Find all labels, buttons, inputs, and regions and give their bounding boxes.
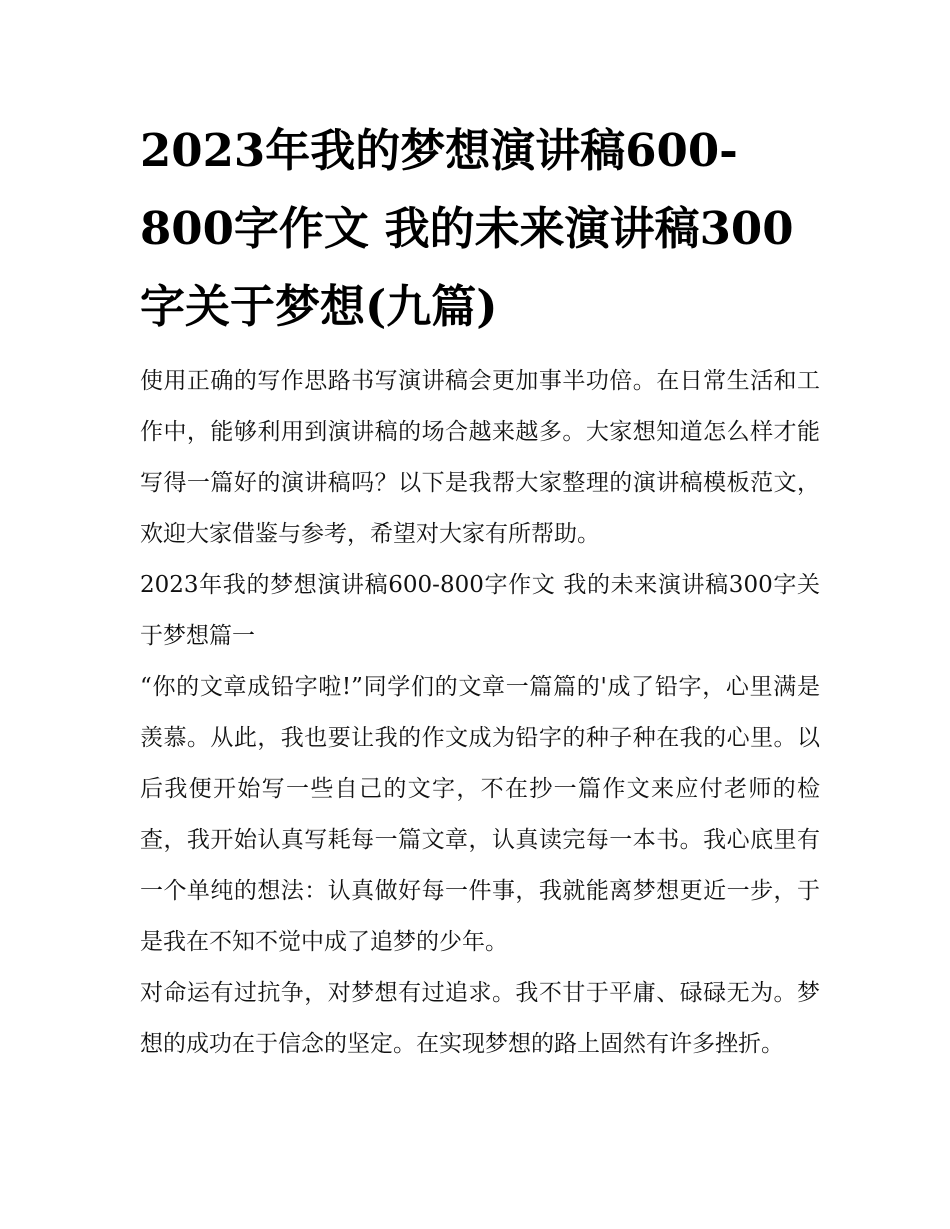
intro-paragraph: 使用正确的写作思路书写演讲稿会更加事半功倍。在日常生活和工作中，能够利用到演讲稿的场合越来越多。大家想知道怎么样才能写得一篇好的演讲稿吗？以下是我帮大家整理的演讲稿模板范文，欢迎大家借鉴与参考，希望对大家有所帮助。: [140, 368, 820, 547]
document-title: 2023年我的梦想演讲稿600-800字作文 我的未来演讲稿300字关于梦想(九篇): [140, 124, 794, 333]
section-heading: 2023年我的梦想演讲稿600-800字作文 我的未来演讲稿300字关于梦想篇一: [140, 572, 820, 649]
document-body: [140, 112, 820, 1070]
body-paragraph: 对命运有过抗争，对梦想有过追求。我不甘于平庸、碌碌无为。梦想的成功在于信念的坚定。在实现梦想的路上固然有许多挫折。: [140, 980, 820, 1057]
body-paragraph: “你的文章成铅字啦!”同学们的文章一篇篇的'成了铅字，心里满是羡慕。从此，我也要让我的作文成为铅字的种子种在我的心里。以后我便开始写一些自己的文字，不在抄一篇作文来应付老师的检查，我开始认真写耗每一篇文章，认真读完每一本书。我心底里有一个单纯的想法：认真做好每一件事，我就能离梦想更近一步，于是我在不知不觉中成了追梦的少年。: [140, 674, 820, 955]
